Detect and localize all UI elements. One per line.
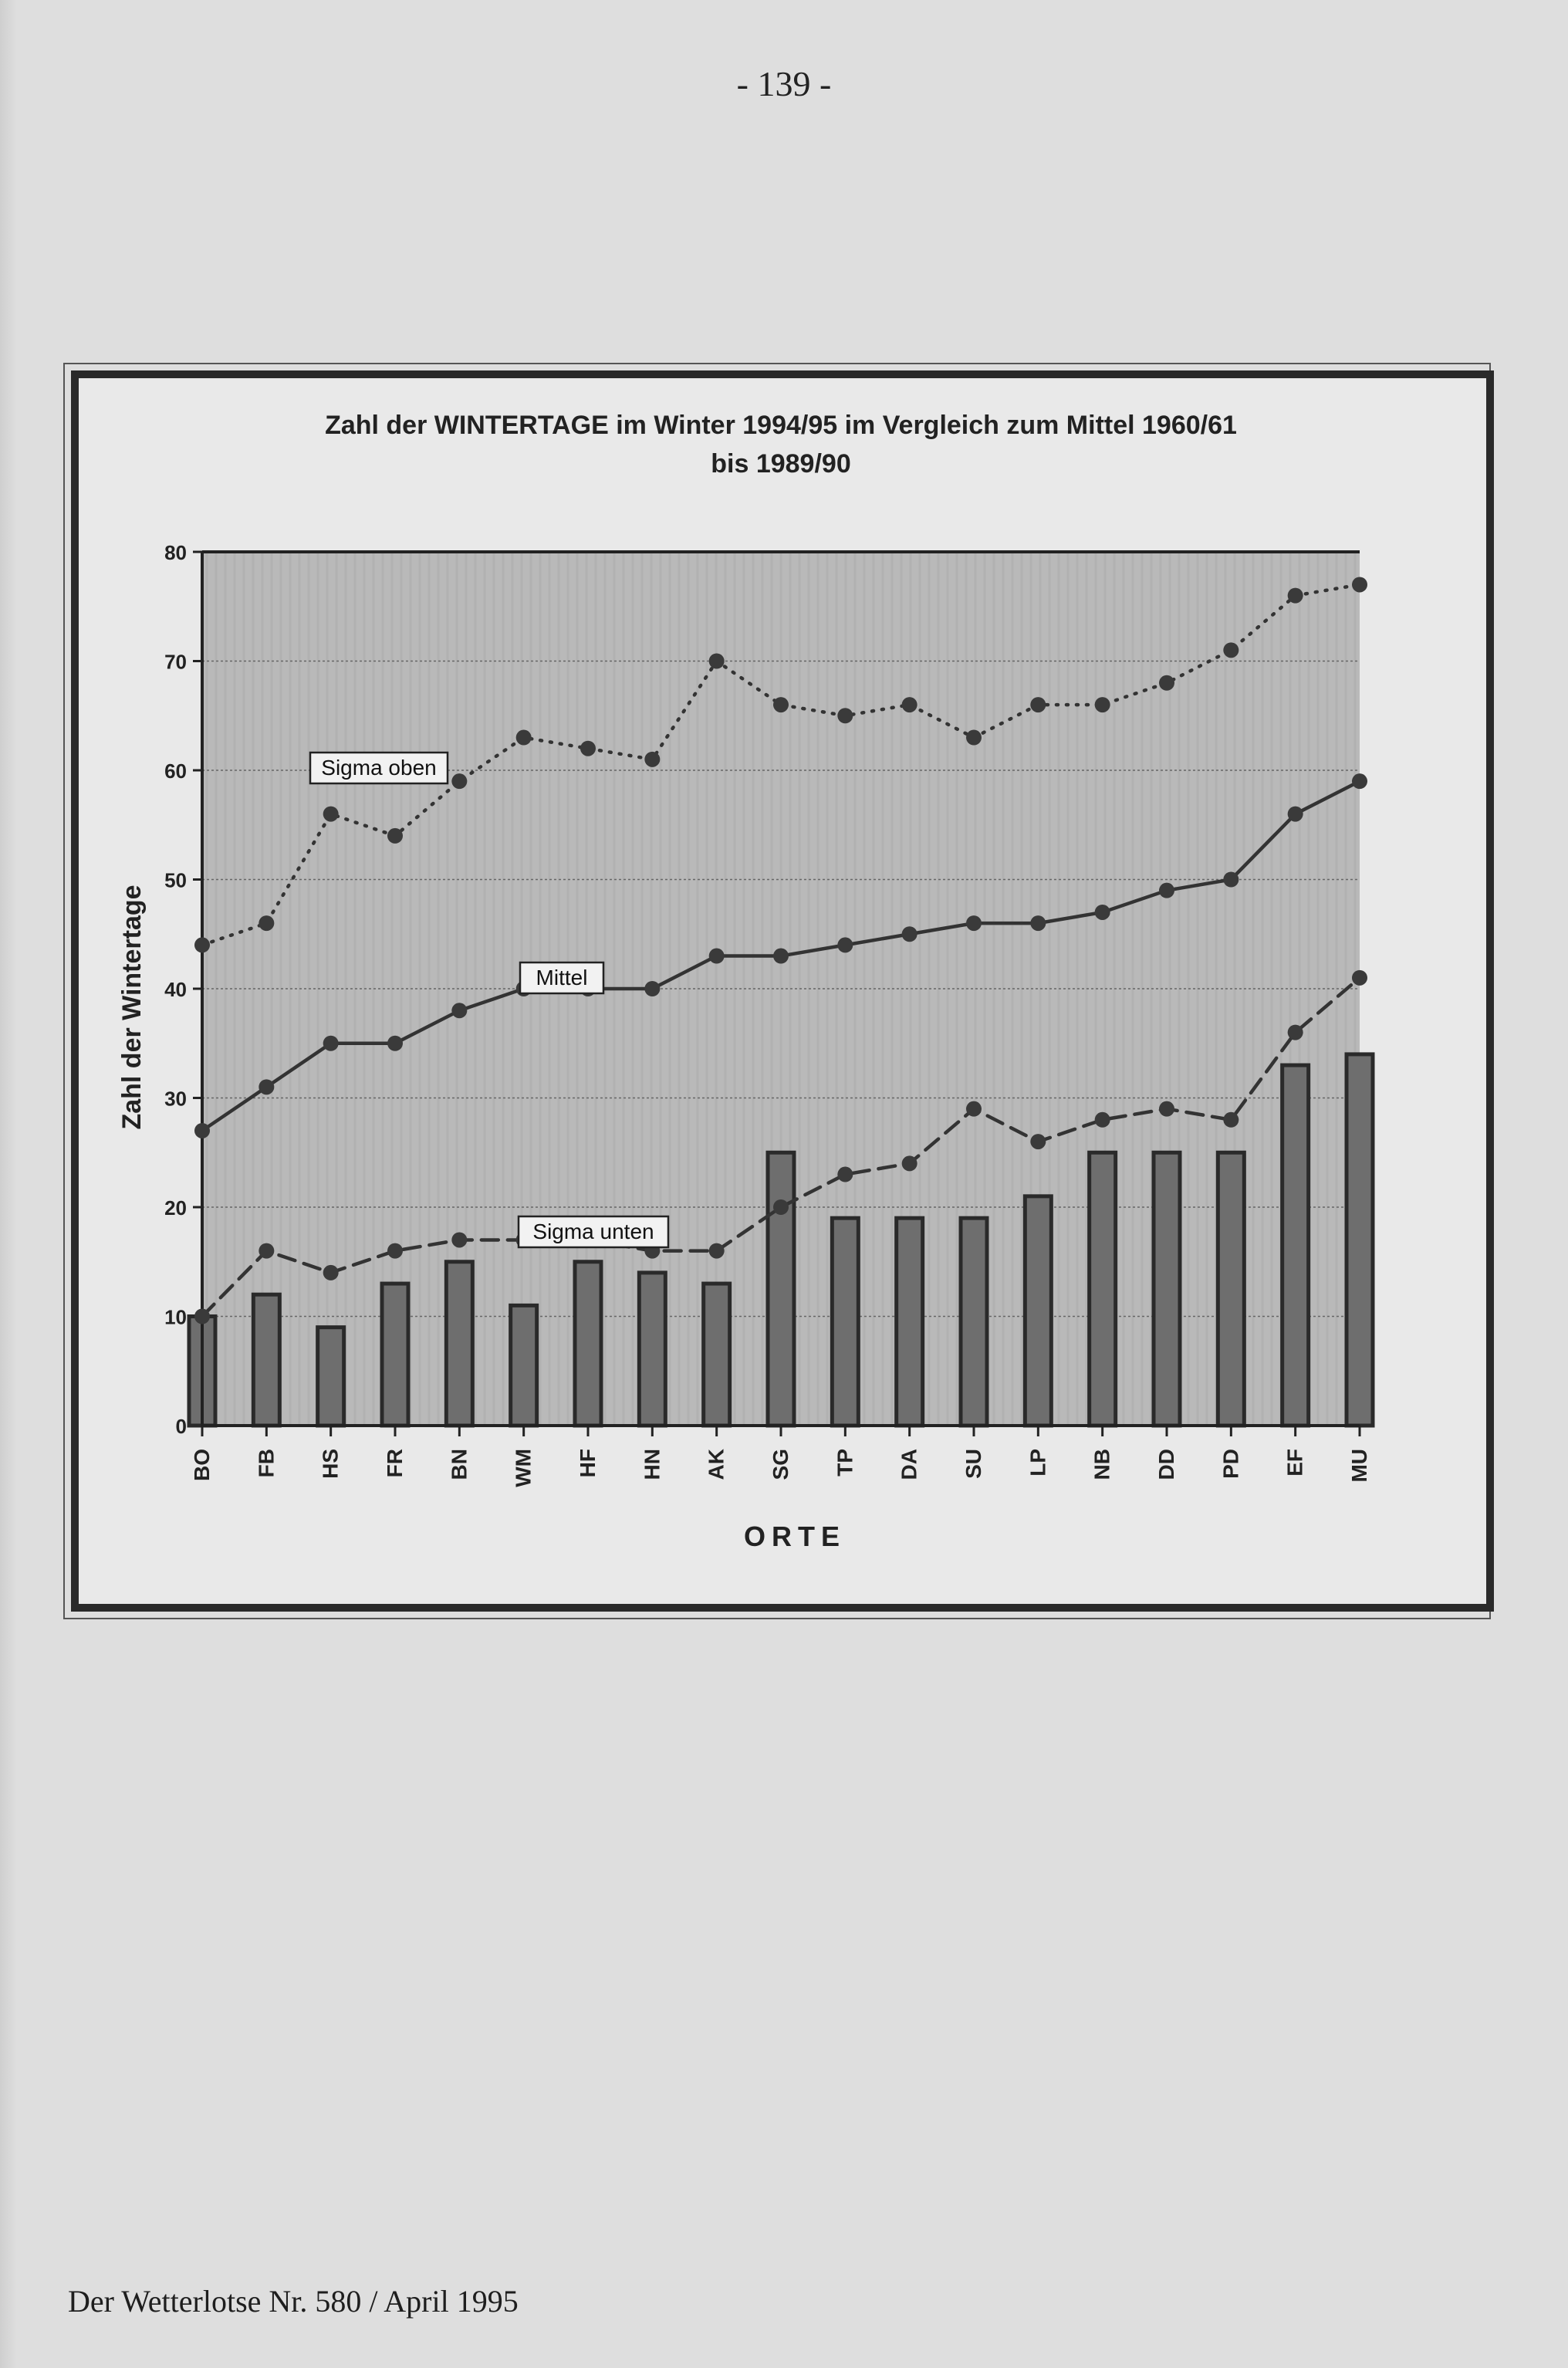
point-sigma-oben-FB bbox=[259, 915, 274, 931]
y-tick-label-60: 60 bbox=[164, 759, 187, 783]
x-tick-label-HF: HF bbox=[576, 1449, 600, 1478]
bar-BN bbox=[446, 1262, 472, 1426]
point-sigma-oben-BO bbox=[194, 937, 210, 952]
point-sigma-unten-BO bbox=[194, 1309, 210, 1324]
point-sigma-unten-BN bbox=[451, 1232, 467, 1247]
x-tick-label-TP: TP bbox=[833, 1449, 857, 1477]
bar-FB bbox=[253, 1294, 279, 1426]
point-mittel-SG bbox=[773, 949, 789, 964]
x-tick-label-HN: HN bbox=[640, 1449, 664, 1480]
page-number: - 139 - bbox=[736, 64, 832, 103]
x-tick-label-AK: AK bbox=[704, 1449, 728, 1480]
point-sigma-oben-BN bbox=[451, 773, 467, 789]
point-sigma-oben-DD bbox=[1159, 675, 1174, 691]
x-tick-label-SG: SG bbox=[769, 1449, 792, 1480]
x-tick-label-HS: HS bbox=[318, 1449, 343, 1479]
bar-LP bbox=[1025, 1196, 1051, 1426]
point-mittel-FR bbox=[387, 1036, 403, 1051]
point-mittel-BO bbox=[194, 1123, 210, 1138]
point-sigma-unten-SG bbox=[773, 1199, 789, 1215]
point-mittel-AK bbox=[709, 949, 725, 964]
point-sigma-unten-EF bbox=[1288, 1025, 1303, 1040]
point-sigma-oben-PD bbox=[1223, 642, 1239, 658]
point-sigma-oben-MU bbox=[1352, 577, 1367, 592]
y-tick-label-50: 50 bbox=[164, 868, 187, 892]
bar-WM bbox=[511, 1305, 537, 1426]
point-mittel-TP bbox=[837, 937, 853, 952]
x-tick-label-FR: FR bbox=[383, 1449, 407, 1478]
point-sigma-unten-SU bbox=[966, 1101, 982, 1117]
point-sigma-unten-DA bbox=[902, 1155, 917, 1171]
point-mittel-DD bbox=[1159, 883, 1174, 898]
point-sigma-unten-DD bbox=[1159, 1101, 1174, 1117]
point-mittel-BN bbox=[451, 1003, 467, 1018]
point-sigma-unten-MU bbox=[1352, 970, 1367, 986]
y-tick-label-40: 40 bbox=[164, 978, 187, 1001]
x-tick-label-WM: WM bbox=[511, 1449, 536, 1487]
point-sigma-unten-FB bbox=[259, 1243, 274, 1259]
point-sigma-oben-TP bbox=[837, 708, 853, 723]
bar-FR bbox=[382, 1284, 408, 1426]
point-sigma-oben-AK bbox=[709, 654, 725, 669]
point-sigma-oben-LP bbox=[1030, 697, 1046, 712]
x-tick-label-DA: DA bbox=[897, 1449, 921, 1480]
page-footer: Der Wetterlotse Nr. 580 / April 1995 bbox=[68, 2284, 519, 2319]
point-sigma-oben-HS bbox=[323, 807, 339, 822]
x-tick-label-FB: FB bbox=[254, 1449, 279, 1478]
point-mittel-FB bbox=[259, 1079, 274, 1094]
point-sigma-oben-EF bbox=[1288, 588, 1303, 604]
point-sigma-unten-PD bbox=[1223, 1112, 1239, 1128]
y-tick-label-10: 10 bbox=[164, 1305, 187, 1329]
point-mittel-HS bbox=[323, 1036, 339, 1051]
chart-title-line2: bis 1989/90 bbox=[711, 449, 851, 479]
y-axis-label: Zahl der Wintertage bbox=[117, 885, 147, 1130]
point-sigma-oben-FR bbox=[387, 828, 403, 844]
x-tick-label-LP: LP bbox=[1026, 1449, 1050, 1477]
point-sigma-unten-HS bbox=[323, 1265, 339, 1280]
bar-NB bbox=[1090, 1152, 1116, 1426]
bar-AK bbox=[704, 1284, 730, 1426]
y-tick-label-20: 20 bbox=[164, 1196, 187, 1220]
bar-HN bbox=[639, 1273, 665, 1426]
x-tick-label-SU: SU bbox=[961, 1449, 985, 1479]
bar-HS bbox=[318, 1328, 344, 1426]
x-tick-label-NB: NB bbox=[1090, 1449, 1114, 1480]
bar-DA bbox=[897, 1218, 923, 1426]
point-mittel-NB bbox=[1095, 905, 1110, 920]
y-tick-label-0: 0 bbox=[175, 1415, 187, 1438]
point-sigma-oben-DA bbox=[902, 697, 917, 712]
point-sigma-oben-HF bbox=[580, 741, 596, 756]
point-sigma-unten-FR bbox=[387, 1243, 403, 1259]
bar-TP bbox=[832, 1218, 858, 1426]
annotation-label-sigma-unten: Sigma unten bbox=[532, 1220, 654, 1243]
point-mittel-SU bbox=[966, 915, 982, 931]
x-tick-label-DD: DD bbox=[1154, 1449, 1178, 1480]
point-sigma-unten-NB bbox=[1095, 1112, 1110, 1128]
x-axis-label: ORTE bbox=[743, 1521, 847, 1552]
point-sigma-unten-AK bbox=[709, 1243, 725, 1259]
point-sigma-oben-SG bbox=[773, 697, 789, 712]
point-mittel-DA bbox=[902, 926, 917, 942]
x-tick-label-EF: EF bbox=[1282, 1449, 1307, 1477]
annotation-label-mittel: Mittel bbox=[536, 966, 588, 989]
y-tick-label-30: 30 bbox=[164, 1087, 187, 1111]
x-tick-label-MU: MU bbox=[1347, 1449, 1371, 1483]
point-sigma-unten-LP bbox=[1030, 1134, 1046, 1149]
chart-title-line1: Zahl der WINTERTAGE im Winter 1994/95 im Vergleich zum Mittel 1960/61 bbox=[325, 411, 1237, 440]
point-mittel-EF bbox=[1288, 807, 1303, 822]
point-mittel-PD bbox=[1223, 872, 1239, 888]
y-tick-label-80: 80 bbox=[164, 541, 187, 564]
point-sigma-oben-HN bbox=[644, 752, 660, 767]
point-sigma-oben-WM bbox=[516, 730, 532, 746]
bar-HF bbox=[575, 1262, 601, 1426]
bar-EF bbox=[1282, 1065, 1309, 1426]
bar-PD bbox=[1218, 1152, 1244, 1426]
point-mittel-LP bbox=[1030, 915, 1046, 931]
x-tick-label-PD: PD bbox=[1218, 1449, 1243, 1479]
bar-MU bbox=[1347, 1054, 1373, 1426]
bar-SU bbox=[961, 1218, 987, 1426]
point-sigma-oben-SU bbox=[966, 730, 982, 746]
x-tick-label-BN: BN bbox=[447, 1449, 471, 1480]
bar-SG bbox=[768, 1152, 794, 1426]
bar-DD bbox=[1154, 1152, 1180, 1426]
point-mittel-MU bbox=[1352, 773, 1367, 789]
point-sigma-unten-TP bbox=[837, 1167, 853, 1182]
point-sigma-oben-NB bbox=[1095, 697, 1110, 712]
annotation-label-sigma-oben: Sigma oben bbox=[321, 756, 437, 780]
x-tick-label-BO: BO bbox=[190, 1449, 214, 1481]
point-mittel-HN bbox=[644, 981, 660, 996]
y-tick-label-70: 70 bbox=[164, 650, 187, 674]
